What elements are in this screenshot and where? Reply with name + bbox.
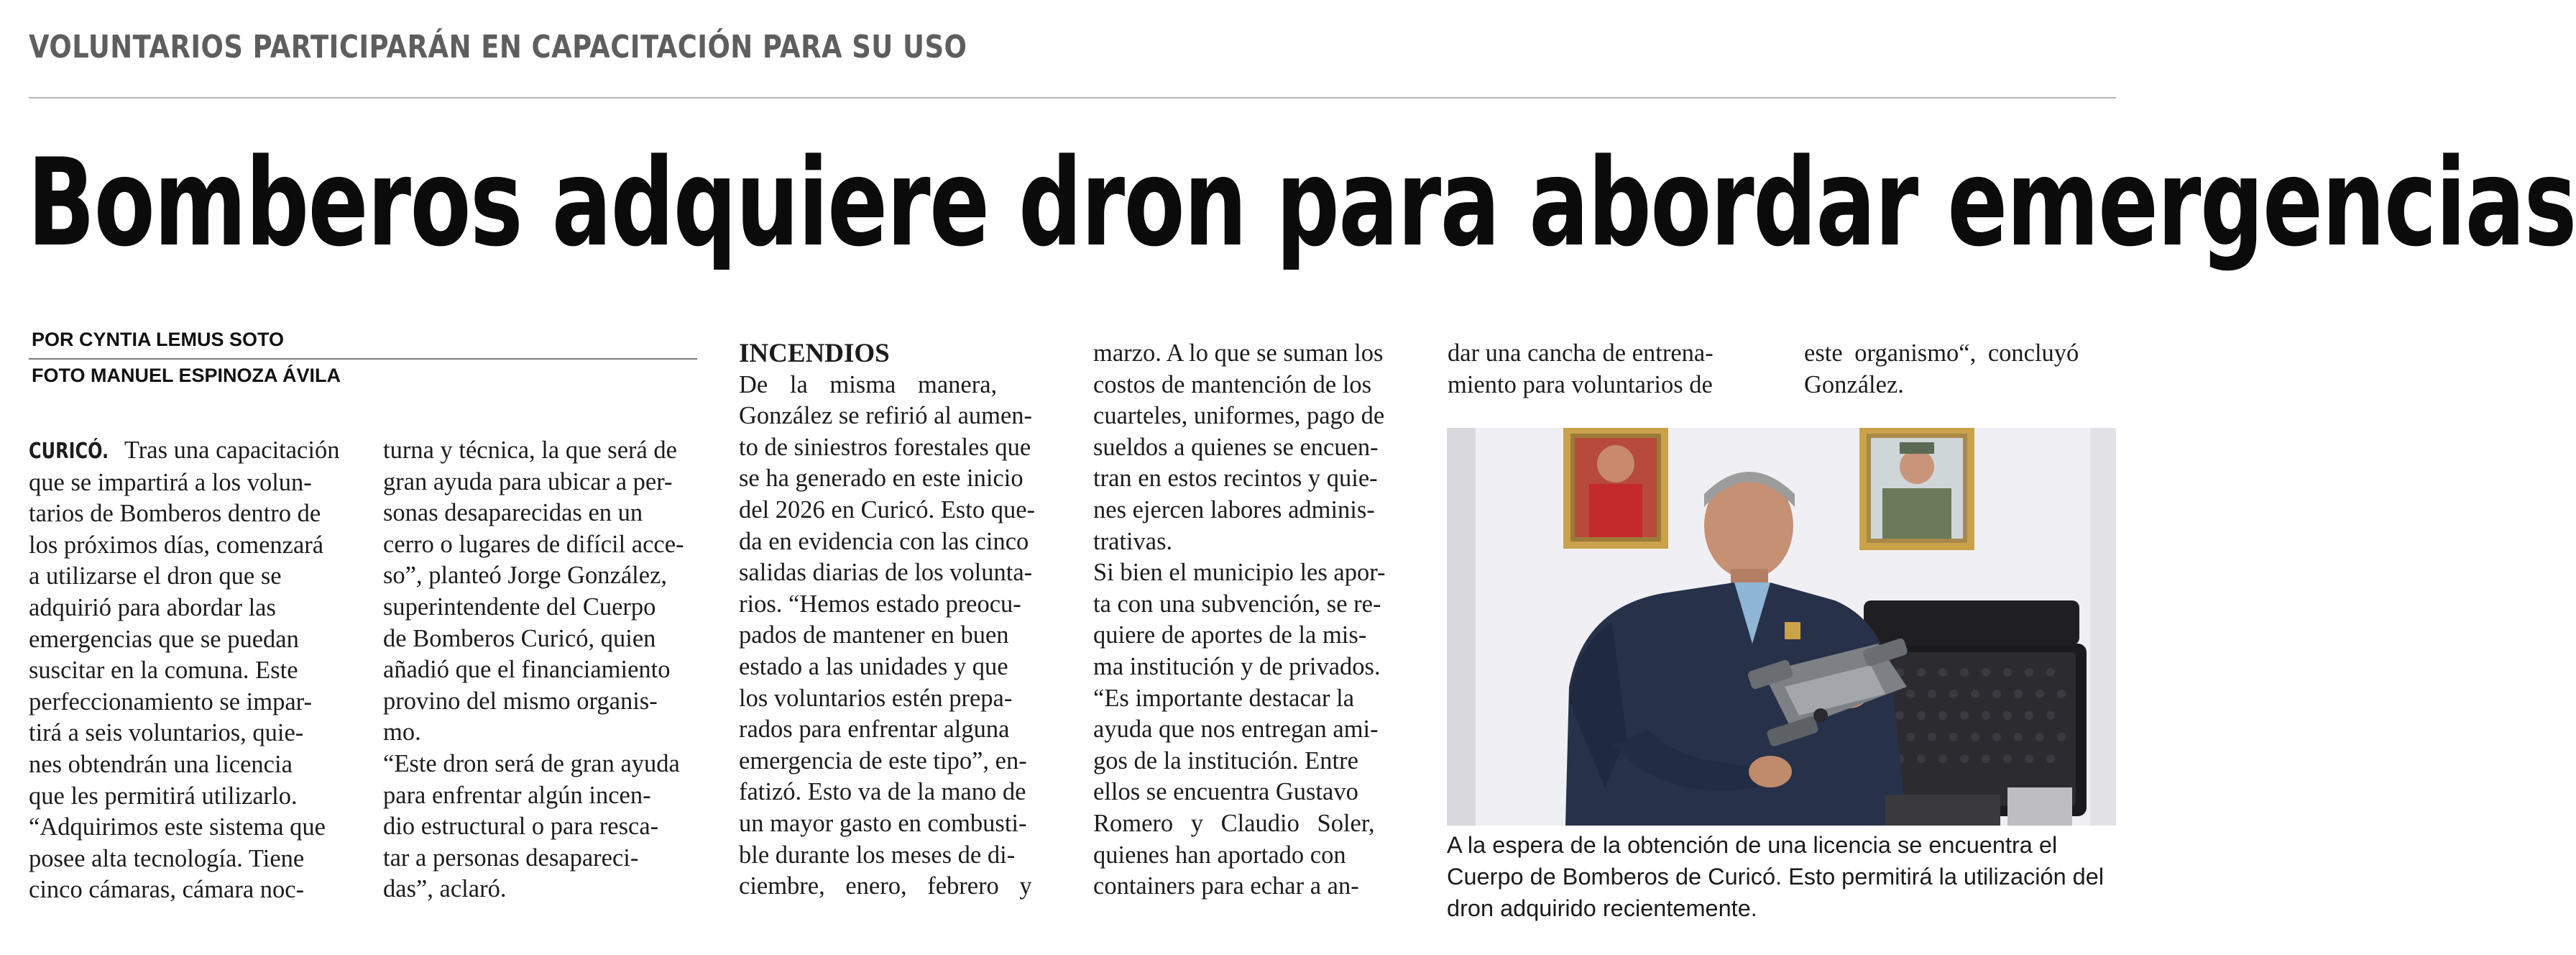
line: containers para echar a an- [1093,872,1359,900]
line: trativas. [1093,527,1173,555]
line: cinco cámaras, cámara noc- [29,876,305,904]
byline-author: POR CYNTIA LEMUS SOTO [32,329,285,350]
line: ta con una subvención, se re- [1093,590,1381,618]
line: un mayor gasto en combusti- [739,809,1027,837]
article-column-6 [1804,338,2116,401]
line: “Es importante destacar la [1093,684,1355,712]
line: tarios de Bomberos dentro de [29,500,321,528]
line: so”, planteó Jorge González, [383,562,668,590]
line: mo. [383,718,421,746]
line: nes obtendrán una licencia [29,750,293,778]
line: sonas desaparecidas en un [383,499,643,527]
line: perfeccionamiento se impar- [29,687,312,716]
section-subhead: INCENDIOS [739,339,890,368]
line: del 2026 en Curicó. Esto que- [739,495,1035,524]
line: miento para voluntarios de [1448,370,1713,398]
line: dio estructural o para resca- [383,813,659,841]
photo-illustration [1447,428,2116,826]
line: rados para enfrentar alguna [739,716,1010,744]
line: quiere de aportes de la mis- [1093,621,1367,649]
line: ble durante los meses de di- [739,841,1016,869]
line: posee alta tecnología. Tiene [29,844,305,872]
line: cerro o lugares de difícil acce- [383,530,684,558]
line: cuarteles, uniformes, pago de [1093,402,1385,430]
line: dar una cancha de entrena- [1448,339,1714,367]
line: suscitar en la comuna. Este [29,657,298,685]
line: marzo. A lo que se suman los [1093,339,1384,367]
line: ayuda que nos entregan ami- [1093,716,1379,744]
line: ellos se encuentra Gustavo [1093,778,1358,806]
article-column-3 [739,338,1057,903]
line: ma institución y de privados. [1093,652,1381,680]
line: superintendente del Cuerpo [383,593,656,621]
line: González. [1804,370,1904,398]
line: se ha generado en este inicio [739,465,1024,493]
line: tran en estos recintos y quie- [1093,465,1378,493]
line: quienes han aportado con [1093,841,1346,869]
line: estado a las unidades y que [739,652,1008,680]
line: de Bomberos Curicó, quien [383,624,656,652]
line: los próximos días, comenzará [29,531,324,559]
byline-photo: FOTO MANUEL ESPINOZA ÁVILA [32,365,341,386]
line: fatizó. Esto va de la mano de [739,778,1026,806]
line: das”, aclaró. [383,875,507,903]
line: Romero y Claudio Soler, [1093,809,1375,837]
line: a utilizarse el dron que se [29,562,282,590]
line: provino del mismo organis- [383,687,658,715]
line: este organismo“, concluyó [1804,339,2079,367]
line: añadió que el financiamiento [383,656,671,684]
line: ciembre, enero, febrero y [739,872,1032,900]
line: adquirió para abordar las [29,593,276,621]
line: que se impartirá a los volun- [29,468,312,496]
line: los voluntarios estén prepa- [739,684,1013,712]
article-column-5 [1448,338,1766,401]
article-photo [1447,428,2116,826]
line: nes ejercen labores adminis- [1093,495,1375,524]
photo-caption: A la espera de la obtención de una licencia se encuentra el Cuerpo de Bomberos de Curicó. Esto permitirá la utilización del dron adquirido recientemente. [1447,832,2104,921]
line: emergencia de este tipo”, en- [739,746,1027,774]
article-kicker: VOLUNTARIOS PARTICIPARÁN EN CAPACITACIÓN PARA SU USO [29,29,967,65]
line: Si bien el municipio les apor- [1093,559,1386,587]
line: costos de mantención de los [1093,370,1372,398]
line: pados de mantener en buen [739,621,1009,649]
line: emergencias que se puedan [29,625,299,653]
line: para enfrentar algún incen- [383,781,651,809]
byline-divider [29,358,697,360]
line: González se refirió al aumen- [739,402,1033,430]
line: CURICÓ. Tras una capacitación [29,435,347,467]
line: sueldos a quienes se encuen- [1093,433,1379,461]
line: salidas diarias de los volunta- [739,559,1033,587]
line: De la misma manera, [739,370,998,398]
line: gos de la institución. Entre [1093,746,1358,774]
article-column-4 [1093,338,1412,903]
article-column-1 [29,435,347,906]
article-column-2 [383,435,702,905]
line: da en evidencia con las cinco [739,527,1029,555]
line: turna y técnica, la que será de [383,437,677,464]
line: gran ayuda para ubicar a per- [383,467,673,495]
dateline: CURICÓ. [29,439,109,464]
line: tirá a seis voluntarios, quie- [29,719,304,747]
line: “Este dron será de gran ayuda [383,749,680,777]
line: rios. “Hemos estado preocu- [739,590,1021,618]
line: que les permitirá utilizarlo. [29,782,298,810]
line: “Adquirimos este sistema que [29,813,326,841]
line: tar a personas desapareci- [383,844,639,872]
top-divider [29,97,2116,99]
article-headline: Bomberos adquiere dron para abordar emergencias [27,132,2576,273]
line: to de siniestros forestales que [739,433,1031,461]
